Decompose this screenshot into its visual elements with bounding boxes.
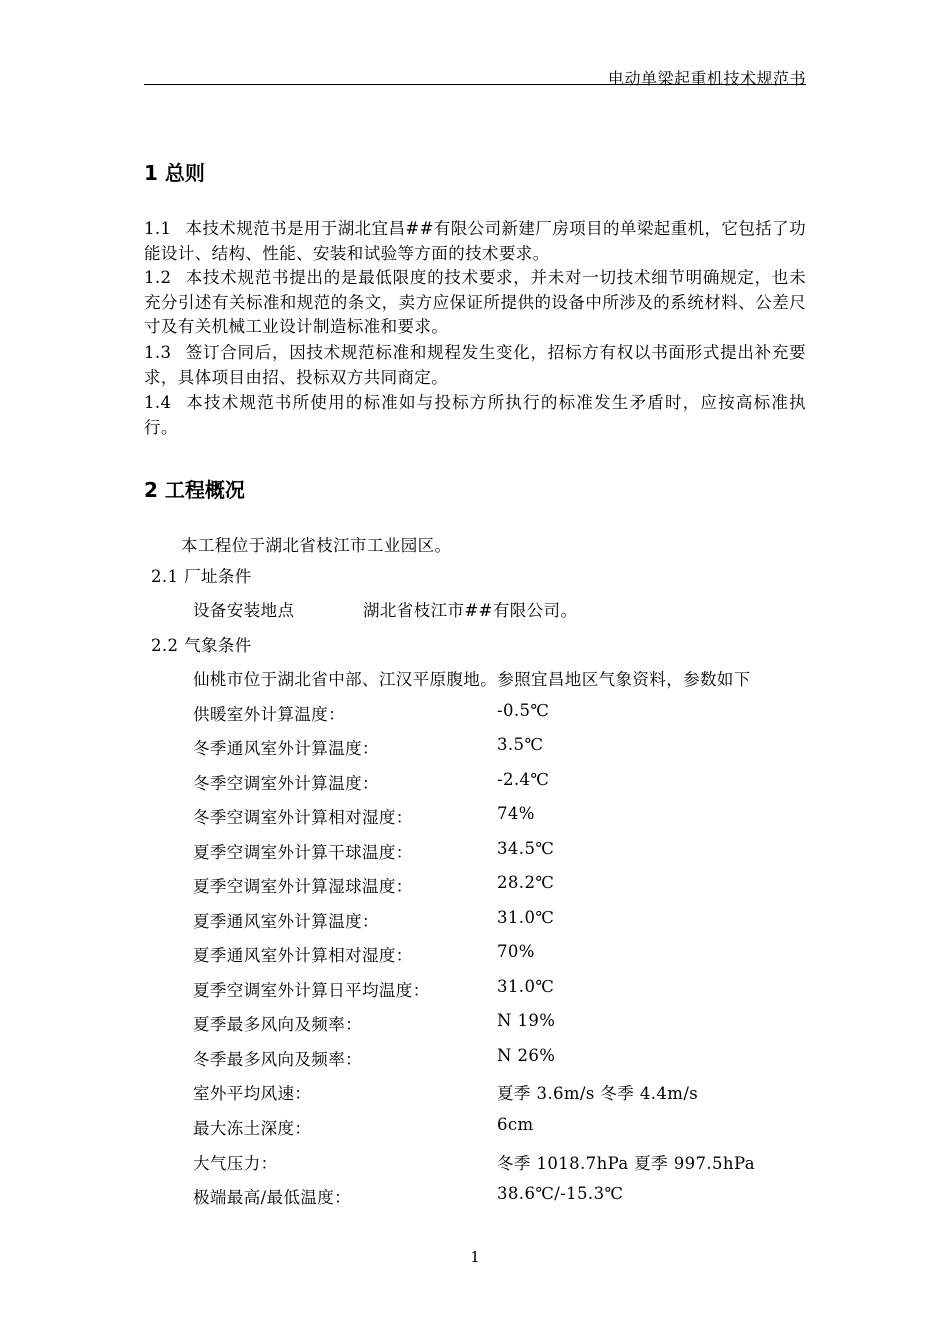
climate-value: 31.0℃ [497,977,555,996]
climate-label: 夏季最多风向及频率： [193,1015,362,1034]
header-divider [144,84,806,85]
climate-value: 28.2℃ [497,873,555,892]
running-header-title: 电动单梁起重机技术规范书 [607,69,806,88]
paragraph-number: 1.3 [144,343,172,362]
climate-label: 夏季通风室外计算温度： [193,912,379,931]
climate-row [193,1184,624,1208]
paragraph-number: 1.4 [144,393,172,412]
climate-row [193,701,550,725]
climate-value: N 19% [497,1011,556,1030]
section-2-title: 2 工程概况 [144,478,245,502]
section-2-intro: 本工程位于湖北省枝江市工业园区。 [181,536,452,555]
climate-row [193,1150,755,1174]
subsection-2-1-heading: 2.1 厂址条件 [151,567,252,586]
paragraph-1-3 [144,341,806,390]
paragraph-text: 签订合同后，因技术规范标准和规程发生变化，招标方有权以书面形式提出补充要求，具体项目由招、投标双方共同商定。 [144,343,806,387]
climate-row [193,908,555,932]
climate-row [193,735,544,759]
climate-value: 3.5℃ [497,735,544,754]
climate-row [193,804,535,828]
paragraph-number: 1.2 [144,268,172,287]
climate-row [193,770,550,794]
paragraph-1-1 [144,217,806,266]
climate-row [193,873,555,897]
page-number: 1 [470,1248,480,1266]
paragraph-text: 本技术规范书提出的是最低限度的技术要求，并未对一切技术细节明确规定，也未充分引述有关标准和规范的条文，卖方应保证所提供的设备中所涉及的系统材料、公差尺寸及有关机械工业设计制造标准和要求。 [144,268,806,336]
climate-label: 极端最高/最低温度： [193,1188,352,1207]
climate-value: -2.4℃ [497,770,550,789]
climate-label: 室外平均风速： [193,1084,312,1103]
climate-row [193,942,535,966]
climate-row [193,1115,534,1139]
climate-label: 夏季通风室外计算相对湿度： [193,946,413,965]
climate-value: 70% [497,942,535,961]
climate-value: 38.6℃/-15.3℃ [497,1184,624,1203]
climate-value: -0.5℃ [497,701,550,720]
climate-value: 74% [497,804,535,823]
climate-row [193,839,555,863]
climate-row [193,1046,556,1070]
section-1-title: 1 总则 [144,161,205,185]
site-value: 湖北省枝江市##有限公司。 [363,601,578,620]
climate-value: N 26% [497,1046,556,1065]
paragraph-number: 1.1 [144,219,172,238]
climate-label: 冬季空调室外计算相对湿度： [193,808,413,827]
climate-label: 大气压力： [193,1154,278,1173]
climate-value: 31.0℃ [497,908,555,927]
climate-intro: 仙桃市位于湖北省中部、江汉平原腹地。参照宜昌地区气象资料，参数如下 [193,670,751,689]
climate-label: 最大冻土深度： [193,1119,312,1138]
paragraph-1-2 [144,266,806,340]
climate-value: 冬季 1018.7hPa 夏季 997.5hPa [497,1154,755,1173]
climate-label: 夏季空调室外计算干球温度： [193,843,413,862]
climate-label: 夏季空调室外计算日平均温度： [193,981,430,1000]
climate-label: 供暖室外计算温度： [193,705,346,724]
site-label: 设备安装地点 [193,601,295,620]
climate-value: 6cm [497,1115,534,1134]
subsection-2-2-heading: 2.2 气象条件 [151,636,252,655]
climate-row [193,977,555,1001]
paragraph-1-4 [144,391,806,440]
climate-value: 34.5℃ [497,839,555,858]
climate-label: 冬季空调室外计算温度： [193,774,379,793]
climate-row [193,1080,699,1104]
climate-value: 夏季 3.6m/s 冬季 4.4m/s [497,1084,699,1103]
climate-label: 冬季通风室外计算温度： [193,739,379,758]
climate-label: 冬季最多风向及频率： [193,1050,362,1069]
paragraph-text: 本技术规范书所使用的标准如与投标方所执行的标准发生矛盾时，应按高标准执行。 [144,393,806,437]
paragraph-text: 本技术规范书是用于湖北宜昌##有限公司新建厂房项目的单梁起重机，它包括了功能设计、结构、性能、安装和试验等方面的技术要求。 [144,219,806,263]
climate-row [193,1011,556,1035]
climate-label: 夏季空调室外计算湿球温度： [193,877,413,896]
